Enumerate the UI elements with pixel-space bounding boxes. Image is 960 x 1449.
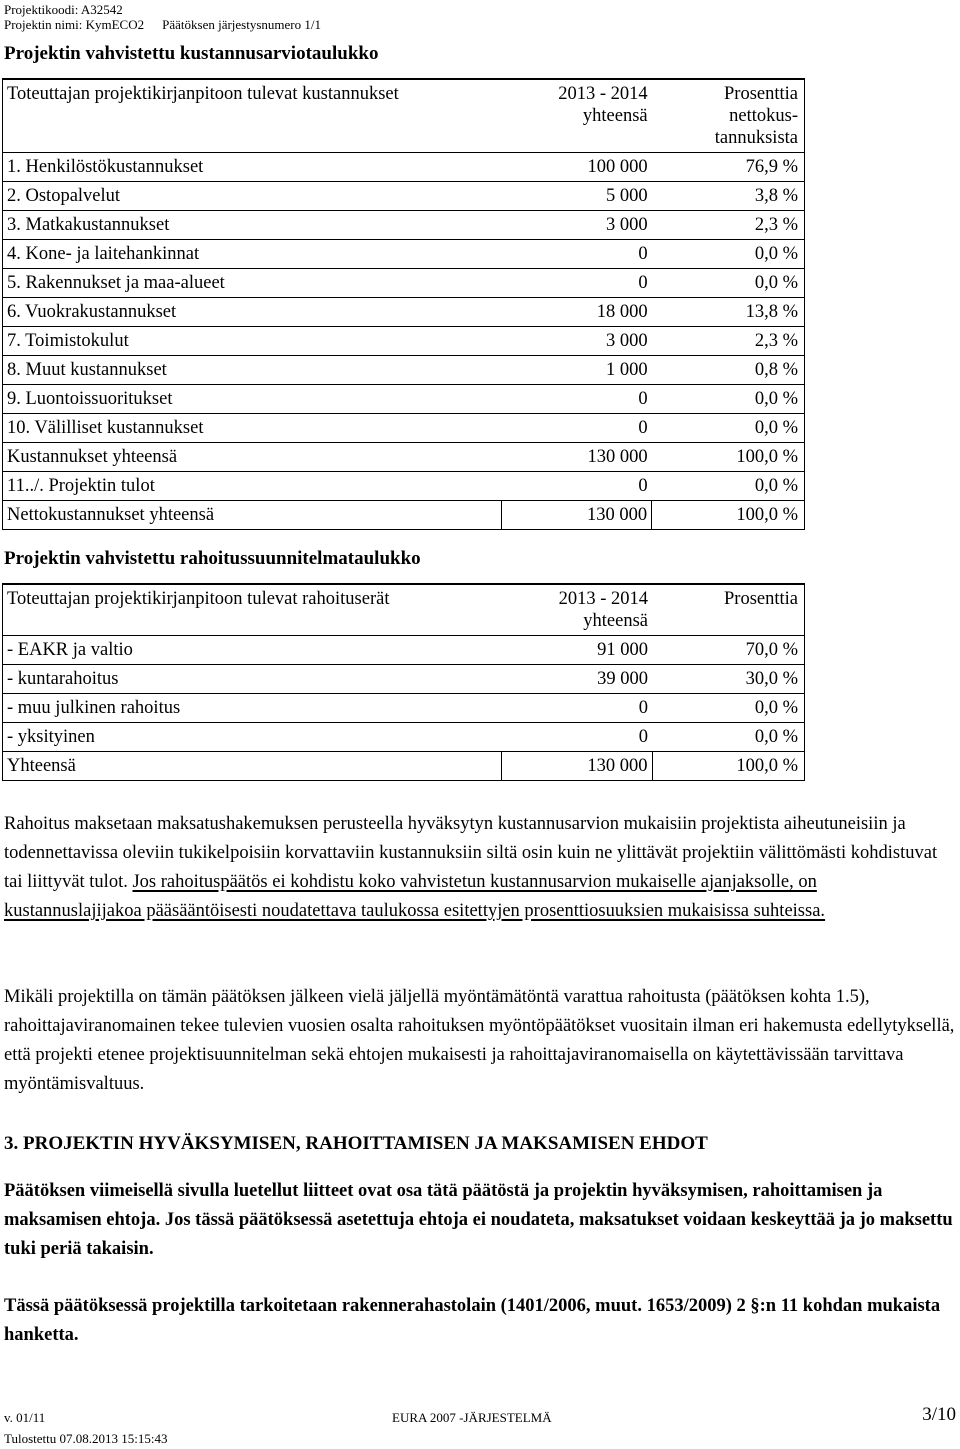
funding-col-amount-header <box>501 584 652 636</box>
row-pct: 3,8 % <box>652 182 805 211</box>
cost-col-pct-header-line1: Prosenttia <box>724 84 798 104</box>
table-row <box>3 356 805 385</box>
row-pct: 2,3 % <box>652 327 805 356</box>
row-pct: 0,0 % <box>652 269 805 298</box>
row-amount: 130 000 <box>501 443 651 472</box>
cost-col-pct-header <box>652 79 805 153</box>
cost-total-row <box>3 501 805 530</box>
section-heading: 3. PROJEKTIN HYVÄKSYMISEN, RAHOITTAMISEN JA MAKSAMISEN EHDOT <box>4 1133 708 1154</box>
row-amount: 3 000 <box>501 327 651 356</box>
funding-col-amount-header-line2: yhteensä <box>583 611 649 631</box>
table-row <box>3 153 805 182</box>
table-row <box>3 298 805 327</box>
remaining-funding-paragraph: Mikäli projektilla on tämän päätöksen jälkeen vielä jäljellä myöntämätöntä varattua rahoitusta (päätöksen kohta 1.5), rahoittajaviranomainen tekee tulevien vuosien osalta rahoituksen myöntöpäätökset vuositain ilman eri hakemusta edellytyksellä, että projekti etenee projektisuunnitelman sekä ehtojen mukaisesti ja rahoittajaviranomaisella on käytettävissään tarvittava myöntämisvaltuus. <box>4 987 955 1094</box>
row-amount: 0 <box>501 472 651 501</box>
row-pct: 0,0 % <box>652 240 805 269</box>
row-label: Kustannukset yhteensä <box>3 443 502 472</box>
legal-basis-paragraph: Tässä päätöksessä projektilla tarkoitetaan rakennerahastolain (1401/2006, muut. 1653/2009) 2 §:n 11 kohdan mukaista hanketta. <box>4 1296 941 1345</box>
table-row <box>3 385 805 414</box>
table-row <box>3 443 805 472</box>
table-row <box>3 269 805 298</box>
row-label: 11../. Projektin tulot <box>3 472 502 501</box>
row-label: 4. Kone- ja laitehankinnat <box>3 240 502 269</box>
project-name-line <box>4 17 321 33</box>
total-label: Yhteensä <box>3 752 502 781</box>
row-amount: 1 000 <box>501 356 651 385</box>
total-amount: 130 000 <box>501 752 652 781</box>
payment-paragraph <box>4 810 956 926</box>
row-label: 5. Rakennukset ja maa-alueet <box>3 269 502 298</box>
total-label: Nettokustannukset yhteensä <box>3 501 502 530</box>
project-code: Projektikoodi: A32542 <box>4 2 123 17</box>
row-label: 10. Välilliset kustannukset <box>3 414 502 443</box>
row-label: 7. Toimistokulut <box>3 327 502 356</box>
row-label: - EAKR ja valtio <box>3 636 502 665</box>
row-amount: 39 000 <box>501 665 652 694</box>
funding-table-header <box>3 584 805 636</box>
row-label: 8. Muut kustannukset <box>3 356 502 385</box>
row-label: 1. Henkilöstökustannukset <box>3 153 502 182</box>
row-amount: 0 <box>501 723 652 752</box>
row-label: 6. Vuokrakustannukset <box>3 298 502 327</box>
cost-table <box>2 78 805 530</box>
row-amount: 0 <box>501 269 651 298</box>
row-amount: 18 000 <box>501 298 651 327</box>
total-pct: 100,0 % <box>652 752 804 781</box>
cost-col-amount-header <box>501 79 651 153</box>
row-pct: 30,0 % <box>652 665 804 694</box>
funding-col-amount-header-line1: 2013 - 2014 <box>558 589 649 609</box>
page-number: 3/10 <box>922 1404 956 1425</box>
row-amount: 0 <box>501 414 651 443</box>
row-pct: 0,0 % <box>652 694 804 723</box>
row-label: - yksityinen <box>3 723 502 752</box>
table-row <box>3 327 805 356</box>
table-row <box>3 240 805 269</box>
table-row <box>3 414 805 443</box>
row-pct: 0,0 % <box>652 472 805 501</box>
total-pct: 100,0 % <box>652 501 805 530</box>
project-name: Projektin nimi: KymECO2 <box>4 17 145 32</box>
row-amount: 3 000 <box>501 211 651 240</box>
row-amount: 0 <box>501 240 651 269</box>
row-pct: 100,0 % <box>652 443 805 472</box>
conditions-paragraph: Päätöksen viimeisellä sivulla luetellut liitteet ovat osa tätä päätöstä ja projektin hyväksymisen, rahoittamisen ja maksamisen ehtoja. Jos tässä päätöksessä asetettuja ehtoja ei noudateta, maksatukset voidaan keskeyttää ja jo maksettu tuki periä takaisin. <box>4 1181 953 1259</box>
cost-col-amount-header-line1: 2013 - 2014 <box>558 84 648 104</box>
cost-table-header <box>3 79 805 153</box>
funding-col-label-header: Toteuttajan projektikirjanpitoon tulevat rahoituserät <box>3 584 502 636</box>
row-amount: 100 000 <box>501 153 651 182</box>
funding-col-pct-header: Prosenttia <box>652 584 804 636</box>
table-row <box>3 665 805 694</box>
table-row <box>3 472 805 501</box>
decision-number: Päätöksen järjestysnumero 1/1 <box>162 17 321 32</box>
payment-paragraph-underlined: Jos rahoituspäätös ei kohdistu koko vahvistetun kustannusarvion mukaiselle ajanjaksolle, on kustannuslajijakoa pääsääntöisesti noudatettava taulukossa esitettyjen prosenttiosuuksien mukaisissa suhteissa. <box>4 872 826 921</box>
footer-printed: Tulostettu 07.08.2013 15:15:43 <box>4 1431 168 1446</box>
row-amount: 0 <box>501 694 652 723</box>
row-pct: 2,3 % <box>652 211 805 240</box>
row-amount: 0 <box>501 385 651 414</box>
footer-system: EURA 2007 -JÄRJESTELMÄ <box>392 1410 552 1425</box>
row-label: - muu julkinen rahoitus <box>3 694 502 723</box>
table-row <box>3 723 805 752</box>
footer-version: v. 01/11 <box>4 1410 46 1425</box>
table-row <box>3 182 805 211</box>
table-row <box>3 211 805 240</box>
funding-table-title: Projektin vahvistettu rahoitussuunnitelmataulukko <box>4 548 421 569</box>
payment-paragraph-text: Rahoitus maksetaan maksatushakemuksen perusteella hyväksytyn kustannusarvion mukaisiin projektista aiheutuneisiin ja todennettavissa oleviin tukikelpoisiin korvattaviin kustannuksiin siltä osin kuin ne ylittävät projektiin välittömästi kohdistuvat tai liittyvät tulot. <box>4 814 938 892</box>
table-row <box>3 636 805 665</box>
row-pct: 70,0 % <box>652 636 804 665</box>
row-pct: 13,8 % <box>652 298 805 327</box>
cost-table-title: Projektin vahvistettu kustannusarviotaulukko <box>4 43 379 64</box>
row-label: 2. Ostopalvelut <box>3 182 502 211</box>
row-pct: 0,0 % <box>652 414 805 443</box>
table-row <box>3 694 805 723</box>
row-pct: 0,0 % <box>652 723 804 752</box>
row-label: - kuntarahoitus <box>3 665 502 694</box>
total-amount: 130 000 <box>501 501 651 530</box>
funding-total-row <box>3 752 805 781</box>
cost-col-pct-header-line2: nettokus- <box>729 106 798 126</box>
row-pct: 0,8 % <box>652 356 805 385</box>
cost-col-label-header: Toteuttajan projektikirjanpitoon tulevat kustannukset <box>3 79 502 153</box>
row-pct: 76,9 % <box>652 153 805 182</box>
row-amount: 5 000 <box>501 182 651 211</box>
funding-table <box>2 583 805 781</box>
row-label: 9. Luontoissuoritukset <box>3 385 502 414</box>
cost-col-pct-header-line3: tannuksista <box>714 128 798 148</box>
row-amount: 91 000 <box>501 636 652 665</box>
cost-col-amount-header-line2: yhteensä <box>582 106 648 126</box>
row-pct: 0,0 % <box>652 385 805 414</box>
row-label: 3. Matkakustannukset <box>3 211 502 240</box>
